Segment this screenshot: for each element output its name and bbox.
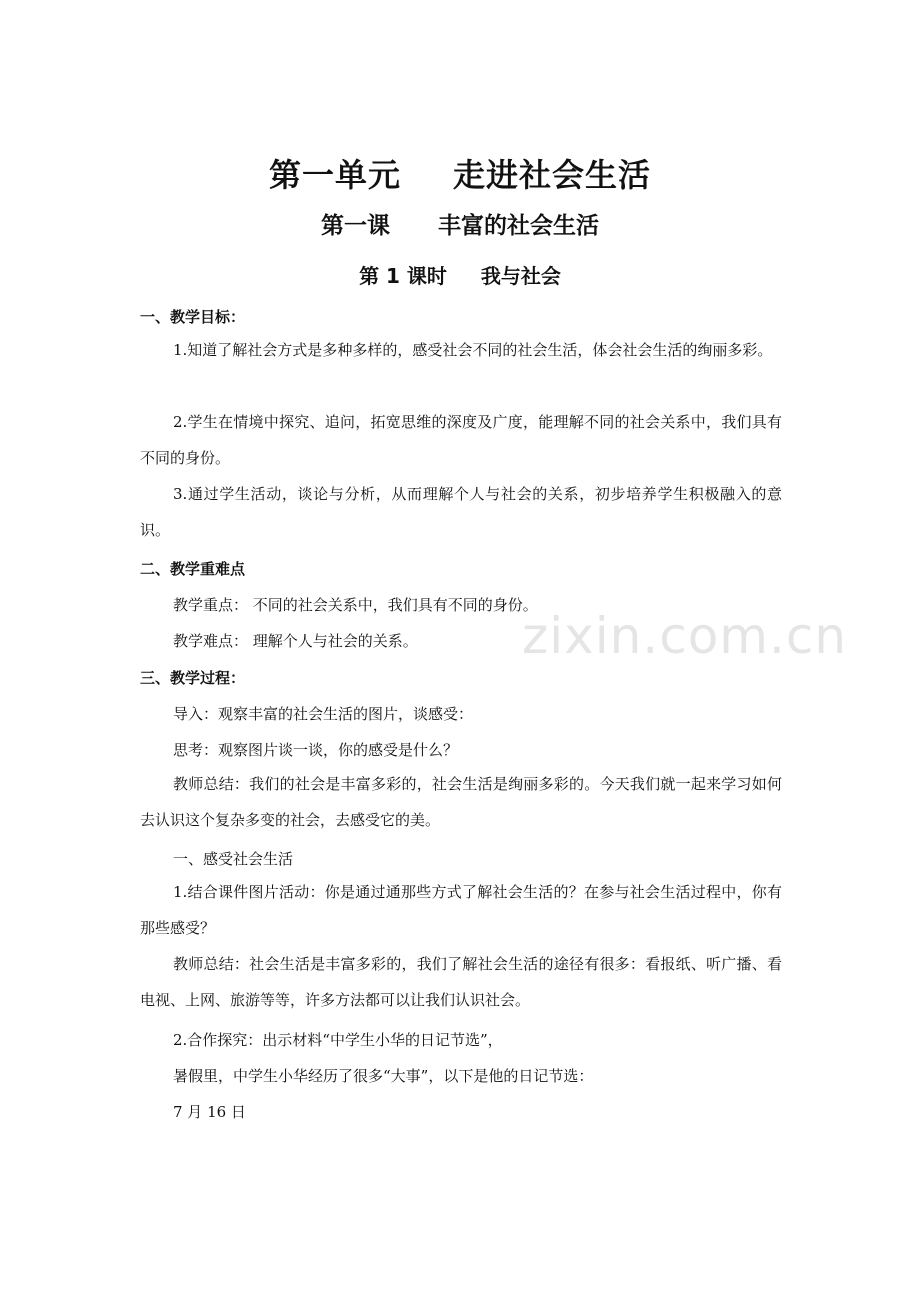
lesson-number: 第一课	[321, 213, 390, 239]
teacher-summary-1: 教师总结：我们的社会是丰富多彩的，社会生活是绚丽多彩的。今天我们就一起来学习如何去认识这个复杂多变的社会，去感受它的美。	[140, 775, 782, 829]
diary-intro: 暑假里，中学生小华经历了很多“大事”，以下是他的日记节选：	[173, 1067, 594, 1085]
goal-1: 1.知道了解社会方式是多种多样的，感受社会不同的社会生活，体会社会生活的绚丽多彩。	[173, 341, 773, 359]
lesson-name: 丰富的社会生活	[438, 213, 599, 239]
goal-3: 3.通过学生活动，谈论与分析，从而理解个人与社会的关系，初步培养学生积极融入的意识。	[140, 485, 782, 539]
part-1-heading: 一、感受社会生活	[173, 850, 294, 868]
watermark-text: zixin.com.cn	[522, 607, 848, 665]
think-line: 思考：观察图片谈一谈，你的感受是什么？	[173, 741, 459, 759]
teacher-summary-2: 教师总结：社会生活是丰富多彩的，我们了解社会生活的途径有很多：看报纸、听广播、看电视、上网、旅游等等，许多方法都可以让我们认识社会。	[140, 955, 782, 1009]
intro-line: 导入：观察丰富的社会生活的图片，谈感受：	[173, 705, 474, 723]
process-heading: 三、教学过程：	[140, 669, 246, 687]
keypoints-heading: 二、教学重难点	[140, 560, 246, 578]
lesson-title	[0, 207, 920, 240]
difficulty-point: 教学难点： 理解个人与社会的关系。	[173, 632, 418, 650]
goals-heading: 一、教学目标：	[140, 308, 246, 326]
unit-title	[0, 150, 920, 196]
goal-2: 2.学生在情境中探究、追问，拓宽思维的深度及广度，能理解不同的社会关系中，我们具有不同的身份。	[140, 413, 782, 467]
period-number: 第 1 课时	[359, 264, 447, 288]
unit-name: 走进社会生活	[453, 156, 652, 194]
period-title	[0, 260, 920, 289]
period-name: 我与社会	[480, 264, 561, 288]
activity-2: 2.合作探究：出示材料“中学生小华的日记节选”，	[173, 1031, 503, 1049]
key-point: 教学重点： 不同的社会关系中，我们具有不同的身份。	[173, 596, 538, 614]
activity-1: 1.结合课件图片活动：你是通过通那些方式了解社会生活的？在参与社会生活过程中，你有那些感受？	[140, 883, 782, 937]
unit-number: 第一单元	[268, 156, 401, 194]
diary-date: 7 月 16 日	[173, 1103, 246, 1121]
